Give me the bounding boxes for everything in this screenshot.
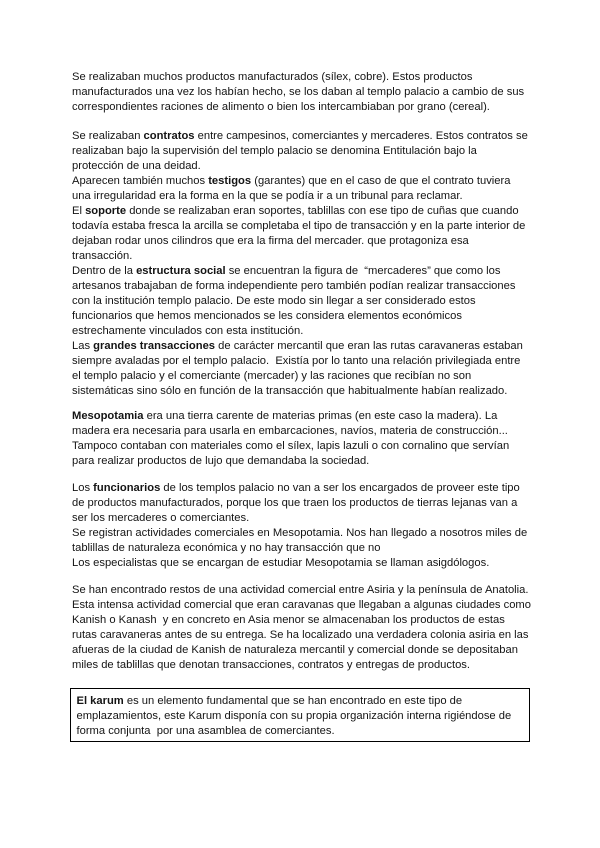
text-segment: donde se realizaban eran soportes, tablillas con ese tipo de cuñas que cuando	[126, 205, 519, 217]
text-line: protección de una deidad.	[72, 160, 201, 172]
paragraph-funcionarios	[72, 481, 527, 571]
text-line: miles de tablillas que denotan transacciones, contratos y entregas de productos.	[72, 659, 471, 671]
text-line: todavía estaba fresca la arcilla se completaba el tipo de transacción y en la parte interior de	[72, 220, 526, 232]
paragraph-contracts	[72, 129, 528, 399]
text-line	[77, 694, 524, 709]
text-line: Se registran actividades comerciales en Mesopotamia. Nos han llegado a nosotros miles de	[72, 527, 528, 539]
text-segment: Se realizaban	[72, 130, 144, 142]
text-line	[72, 409, 509, 424]
text-line: siempre avaladas por el templo palacio. Existía por lo tanto una relación privilegiada entre	[72, 355, 521, 367]
bold-term-el-karum: El karum	[76, 695, 124, 707]
bold-term-contratos: contratos	[143, 130, 195, 142]
text-line: con la institución templo palacio. De este modo sin llegar a ser considerado estos	[72, 295, 476, 307]
text-line	[72, 481, 527, 496]
text-line: ser los mercaderes o comerciantes.	[72, 512, 250, 524]
text-line	[72, 264, 528, 279]
bold-term-grandes-transacciones: grandes transacciones	[93, 340, 216, 352]
text-segment: entre campesinos, comerciantes y mercaderes. Estos contratos se	[194, 130, 528, 142]
text-line: madera era necesaria para usarla en embarcaciones, navíos, materia de construcción...	[72, 425, 508, 437]
text-line: Esta intensa actividad comercial que eran caravanas que llegaban a algunas ciudades como	[72, 599, 531, 611]
text-segment: El	[72, 205, 86, 217]
text-line: para realizar productos de lujo que demandaba la sociedad.	[72, 455, 370, 467]
text-line	[72, 174, 528, 189]
text-line: sistemáticas sino sólo en función de la transacción que habitualmente habían realizado.	[72, 385, 508, 397]
text-line	[72, 339, 528, 354]
text-segment: de los templos palacio no van a ser los encargados de proveer este tipo	[160, 482, 520, 494]
text-line: forma conjunta por una asamblea de comerciantes.	[76, 725, 335, 737]
paragraph-mesopotamia	[72, 409, 509, 469]
text-line: funcionarios que hemos mencionados se les considera elementos económicos	[72, 310, 462, 322]
text-line: correspondientes raciones de alimento o bien los intercambiaban por grano (cereal).	[72, 101, 490, 113]
text-segment: es un elemento fundamental que se han encontrado en este tipo de	[123, 695, 463, 707]
text-segment: de carácter mercantil que eran las rutas caravaneras estaban	[215, 340, 523, 352]
text-line: Los especialistas que se encargan de estudiar Mesopotamia se llaman asigdólogos.	[72, 557, 490, 569]
text-line: una irregularidad era la forma en la que se podía ir a un tribunal para reclamar.	[72, 190, 463, 202]
text-segment: era una tierra carente de materias primas (en este caso la madera). La	[143, 410, 498, 422]
text-line: realizaban bajo la supervisión del templo palacio se denomina Entitulación bajo la	[72, 145, 477, 157]
text-segment: (garantes) que en el caso de que el contrato tuviera	[251, 175, 511, 187]
text-line: estrechamente vinculados con esta institución.	[72, 325, 304, 337]
paragraph-manufactured-products	[72, 70, 524, 115]
bold-term-soporte: soporte	[85, 205, 127, 217]
text-line: dejaban rodar unos cilindros que era la firma del mercader. que protagoniza esa	[72, 235, 469, 247]
text-line: el templo palacio y el comerciante (mercader) y las raciones que recibían no son	[72, 370, 472, 382]
bold-term-testigos: testigos	[208, 175, 252, 187]
bold-term-mesopotamia: Mesopotamia	[72, 410, 144, 422]
text-line: de productos manufacturados, porque los que traen los productos de tierras lejanas van a	[72, 497, 518, 509]
text-line	[72, 129, 528, 144]
karum-callout-box	[70, 688, 530, 742]
text-line: Tampoco contaban con materiales como el sílex, lapis lazuli o con cornalino que servían	[72, 440, 510, 452]
text-line: Se realizaban muchos productos manufacturados (sílex, cobre). Estos productos	[72, 71, 473, 83]
text-line: artesanos trabajaban de forma independiente pero también podían realizar transacciones	[72, 280, 516, 292]
text-line: rutas caravaneras antes de su entrega. Se ha localizado una verdadera colonia asiria en las	[72, 629, 529, 641]
text-line: afueras de la ciudad de Kanish de naturaleza mercantil y comercial donde se depositaban	[72, 644, 518, 656]
text-line: tablillas de naturaleza económica y no hay transacción que no	[72, 542, 381, 554]
text-segment: Aparecen también muchos	[72, 175, 209, 187]
text-line: manufacturados una vez los habían hecho, se los daban al templo palacio a cambio de sus	[72, 86, 525, 98]
text-segment: se encuentran la figura de “mercaderes” que como los	[225, 265, 501, 277]
text-segment: Dentro de la	[72, 265, 137, 277]
text-segment: Los	[72, 482, 94, 494]
bold-term-estructura-social: estructura social	[136, 265, 226, 277]
text-segment: Las	[72, 340, 94, 352]
text-line: emplazamientos, este Karum disponía con su propia organización interna rigiéndose de	[76, 710, 512, 722]
text-line: transacción.	[72, 250, 133, 262]
text-line: Kanish o Kanash y en concreto en Asia menor se almacenaban los productos de estas	[72, 614, 505, 626]
text-line: Se han encontrado restos de una actividad comercial entre Asiria y la península de Anatolia.	[72, 584, 529, 596]
text-line	[72, 204, 528, 219]
bold-term-funcionarios: funcionarios	[93, 482, 161, 494]
paragraph-asiria-anatolia	[72, 583, 531, 673]
